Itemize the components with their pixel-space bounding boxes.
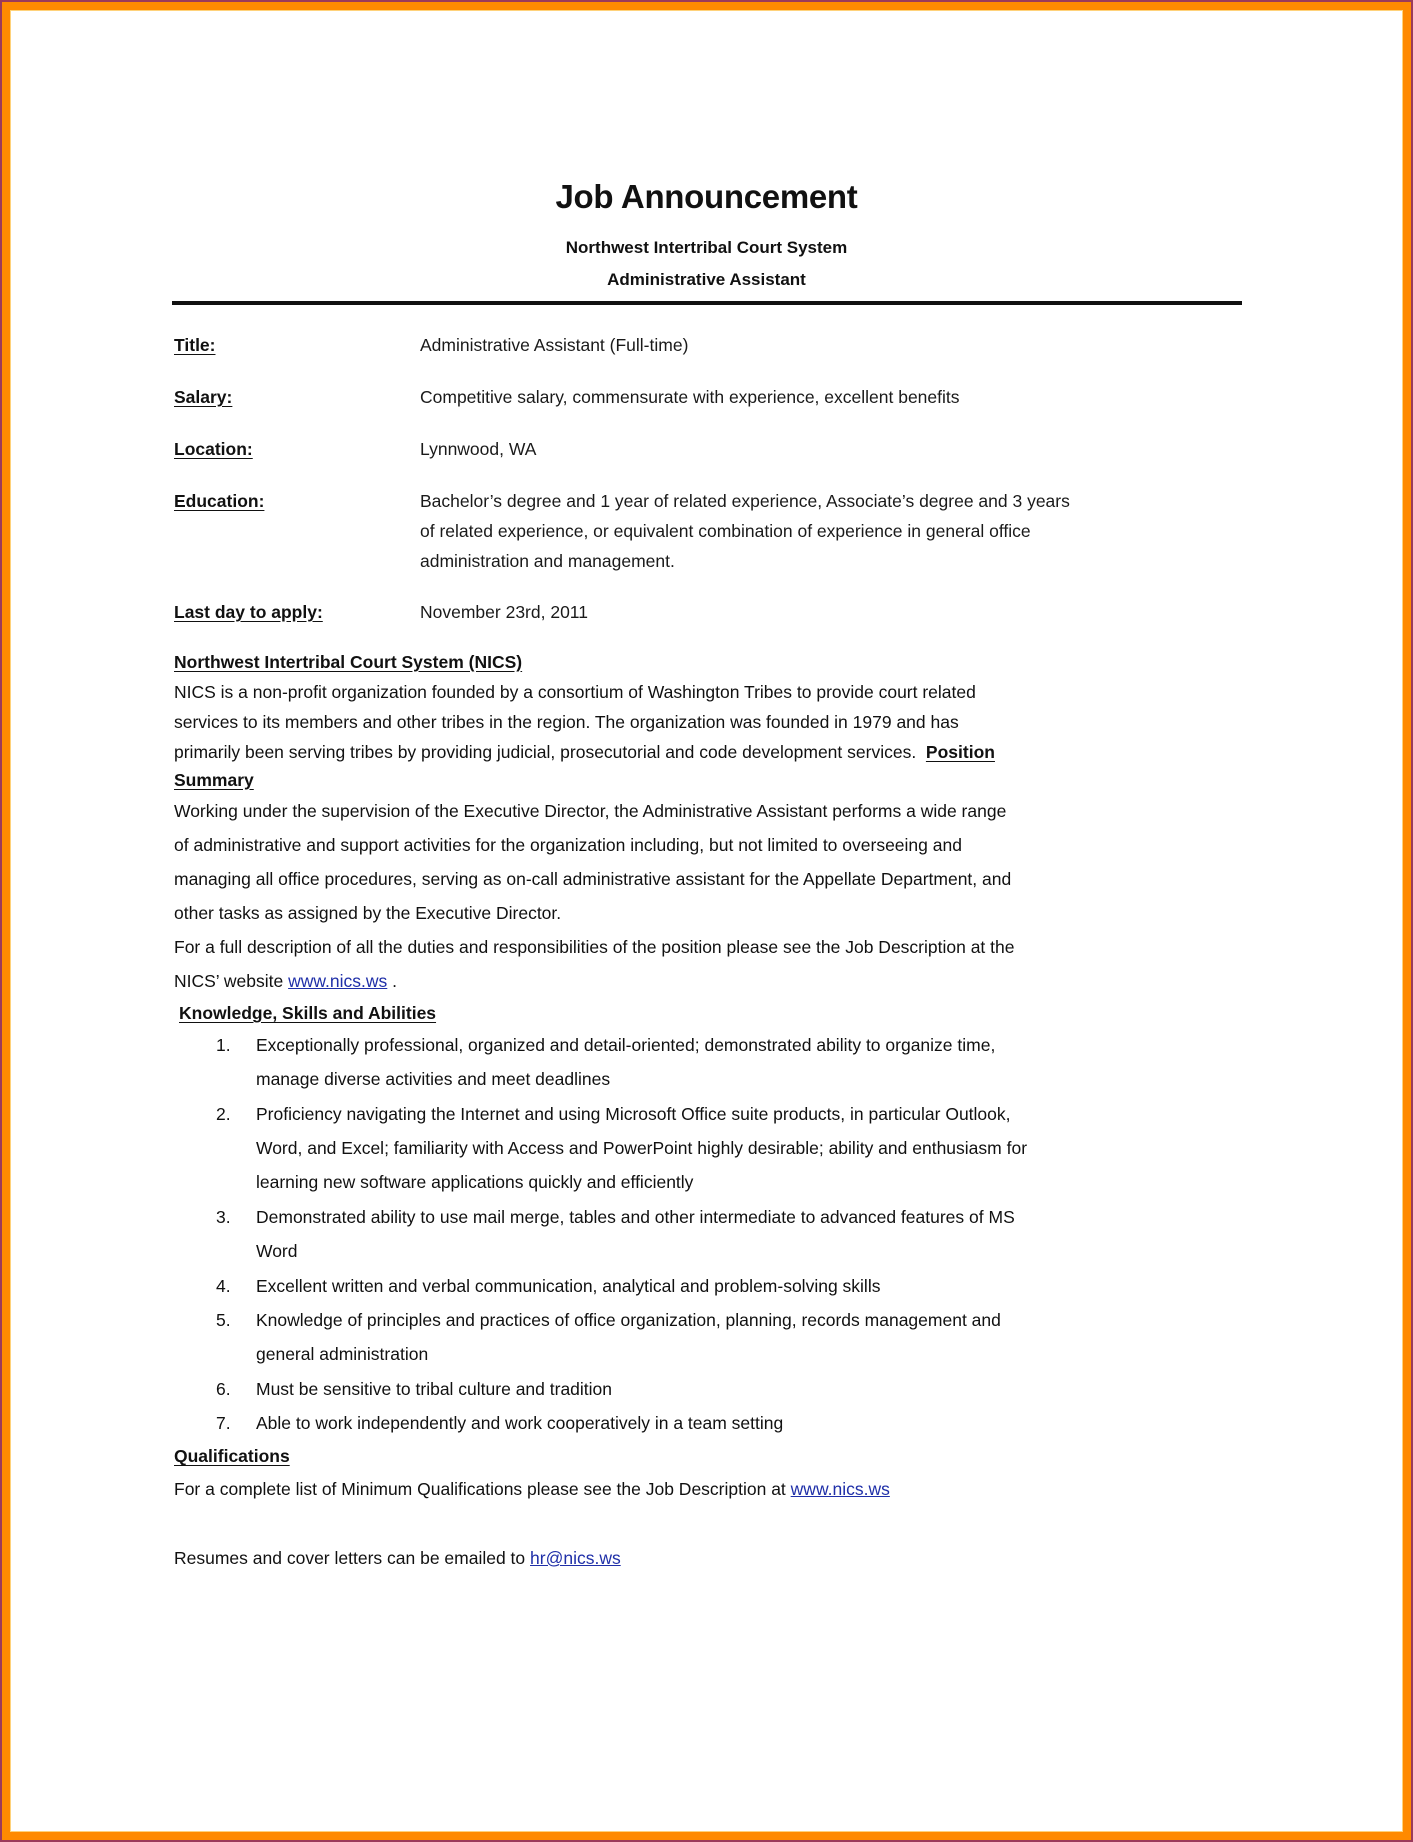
education-value-line2: of related experience, or equivalent combination of experience in general office — [420, 521, 1031, 541]
ksa-item-3-line1: Demonstrated ability to use mail merge, tables and other intermediate to advanced features of MS — [256, 1207, 1015, 1227]
ksa-item-7-number: 7. — [216, 1413, 231, 1433]
title-value: Administrative Assistant (Full-time) — [420, 335, 689, 355]
deadline-label: Last day to apply: — [174, 602, 323, 622]
summary-line3: managing all office procedures, serving as on-call administrative assistant for the Appellate Department, and — [174, 869, 1012, 889]
salary-value: Competitive salary, commensurate with experience, excellent benefits — [420, 387, 960, 407]
ksa-item-5-number: 5. — [216, 1310, 231, 1330]
summary-website-row — [174, 971, 397, 992]
ksa-item-3-number: 3. — [216, 1207, 231, 1227]
ksa-item-4-number: 4. — [216, 1276, 231, 1296]
ksa-item-6-number: 6. — [216, 1379, 231, 1399]
ksa-item-5-line2: general administration — [256, 1344, 429, 1364]
education-value-line3: administration and management. — [420, 551, 675, 571]
nics-line2: services to its members and other tribes in the region. The organization was founded in 1979 and has — [174, 712, 959, 732]
ksa-item-5-line1: Knowledge of principles and practices of office organization, planning, records management and — [256, 1310, 1001, 1330]
contact-row — [174, 1548, 621, 1569]
ksa-item-2-line2: Word, and Excel; familiarity with Access and PowerPoint highly desirable; ability and enthusiasm for — [256, 1138, 1028, 1158]
ksa-item-1-number: 1. — [216, 1035, 231, 1055]
ksa-item-1-line2: manage diverse activities and meet deadlines — [256, 1069, 611, 1089]
qualifications-text: For a complete list of Minimum Qualifications please see the Job Description at — [174, 1479, 791, 1499]
nics-line1: NICS is a non-profit organization founded by a consortium of Washington Tribes to provide court related — [174, 682, 976, 702]
ksa-heading: Knowledge, Skills and Abilities — [179, 1003, 437, 1023]
document-title: Job Announcement — [555, 178, 858, 215]
qualifications-heading: Qualifications — [174, 1446, 290, 1466]
website-prefix: NICS’ website — [174, 971, 289, 991]
summary-line1: Working under the supervision of the Executive Director, the Administrative Assistant performs a wide range — [174, 801, 1007, 821]
organization-name: Northwest Intertribal Court System — [565, 238, 848, 257]
education-value-line1: Bachelor’s degree and 1 year of related experience, Associate’s degree and 3 years — [420, 491, 1070, 511]
nics-line3: primarily been serving tribes by providing judicial, prosecutorial and code development services. — [174, 742, 917, 762]
ksa-item-2-number: 2. — [216, 1104, 231, 1124]
ksa-item-3-line2: Word — [256, 1241, 298, 1261]
website-suffix: . — [387, 971, 398, 991]
nics-heading: Northwest Intertribal Court System (NICS) — [174, 652, 523, 672]
summary-line4: other tasks as assigned by the Executive Director. — [174, 903, 562, 923]
deadline-value: November 23rd, 2011 — [420, 602, 588, 622]
ksa-item-4-line1: Excellent written and verbal communication, analytical and problem-solving skills — [256, 1276, 881, 1296]
ksa-item-1-line1: Exceptionally professional, organized and detail-oriented; demonstrated ability to organize time, — [256, 1035, 996, 1055]
website-link[interactable]: www.nics.ws — [288, 971, 388, 991]
ksa-item-2-line3: learning new software applications quickly and efficiently — [256, 1172, 694, 1192]
ksa-item-6-line1: Must be sensitive to tribal culture and tradition — [256, 1379, 613, 1399]
position-name: Administrative Assistant — [607, 270, 806, 289]
qualifications-link[interactable]: www.nics.ws — [790, 1479, 890, 1499]
contact-text: Resumes and cover letters can be emailed to — [174, 1548, 531, 1568]
ksa-item-2-line1: Proficiency navigating the Internet and using Microsoft Office suite products, in particular Outlook, — [256, 1104, 1011, 1124]
position-summary-heading-part1: Position — [925, 742, 995, 762]
nics-line3-row — [174, 742, 995, 763]
ksa-item-7-line1: Able to work independently and work cooperatively in a team setting — [256, 1413, 784, 1433]
salary-label: Salary: — [174, 387, 233, 407]
title-label: Title: — [174, 335, 216, 355]
header-divider — [172, 301, 1242, 305]
location-value: Lynnwood, WA — [420, 439, 537, 459]
position-summary-heading-part2: Summary — [174, 770, 254, 790]
location-label: Location: — [174, 439, 253, 459]
education-label: Education: — [174, 491, 265, 511]
summary-line5: For a full description of all the duties and responsibilities of the position please see the Job Description at the — [174, 937, 1015, 957]
qualifications-row — [174, 1479, 890, 1500]
summary-line2: of administrative and support activities for the organization including, but not limited to overseeing and — [174, 835, 962, 855]
contact-email-link[interactable]: hr@nics.ws — [530, 1548, 621, 1568]
